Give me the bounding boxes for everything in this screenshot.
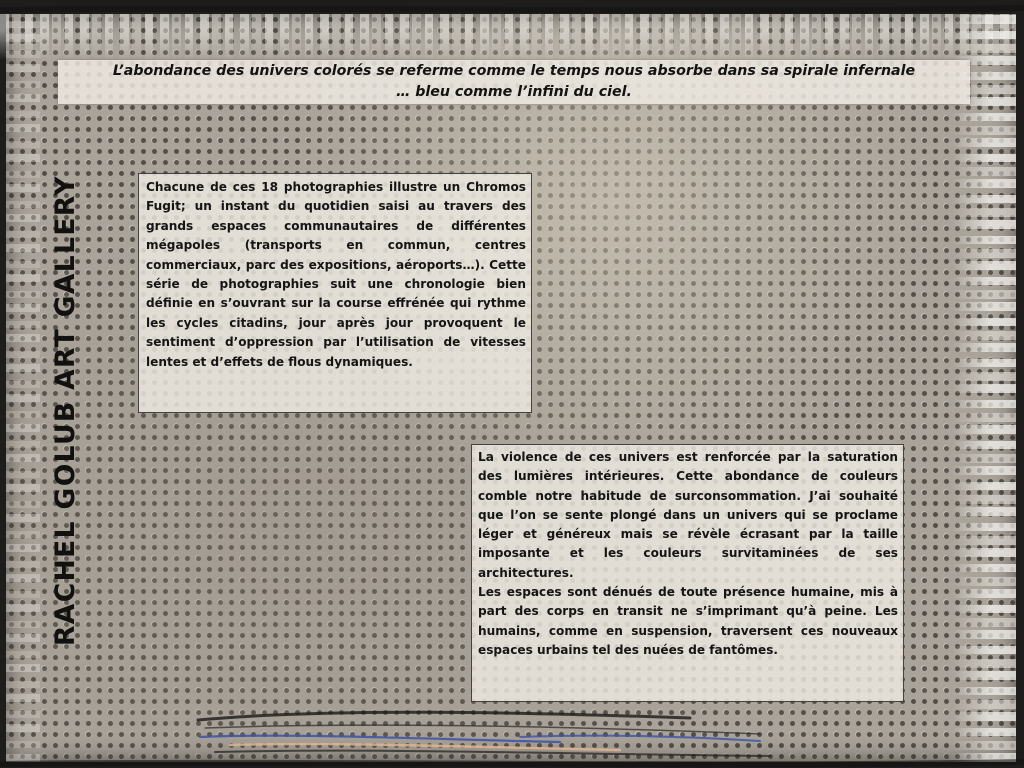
mosaic-border-right (952, 14, 1016, 762)
gallery-name-vertical: RACHEL GOLUB ART GALLERY (50, 175, 81, 646)
mosaic-border-left (6, 14, 40, 762)
description-right-paragraph-2: Les espaces sont dénués de toute présence humaine, mis à part des corps en transit ne s’imprimant qu’à peine. Les humains, comme en suspension, traversent ces nouveaux espaces urbains tel des nuées de fantômes. (478, 585, 898, 657)
description-left-text: Chacune de ces 18 photographies illustre un Chromos Fugit; un instant du quotidien saisi au travers des grands espaces communautaires de différentes mégapoles (transports en commun, centres commerciaux, parc des expositions, aéroports…). Cette série de photographies suit une chronologie bien définie en s’ouvrant sur la course effrénée qui rythme les cycles citadins, jour après jour provoquent le sentiment d’oppression par l’utilisation de vitesses lentes et d’effets de flous dynamiques. (146, 180, 526, 369)
description-box-right (471, 444, 904, 702)
description-right-paragraph-1: La violence de ces univers est renforcée par la saturation des lumières intérieures. Cette abondance de couleurs comble notre habitude de surconsommation. J’ai souhaité que l’on se sente plongé dans un univers qui se proclame léger et généreux mais se révèle écrasant par la taille imposante et les couleurs survitaminées de ses architectures. (478, 450, 898, 580)
mosaic-border-top (0, 14, 1016, 60)
headline-banner (58, 60, 970, 104)
headline-line-2: … bleu comme l’infini du ciel. (396, 84, 632, 100)
headline-line-1: L’abondance des univers colorés se referme comme le temps nous absorbe dans sa spirale infernale (112, 63, 916, 79)
description-box-left (138, 173, 532, 413)
